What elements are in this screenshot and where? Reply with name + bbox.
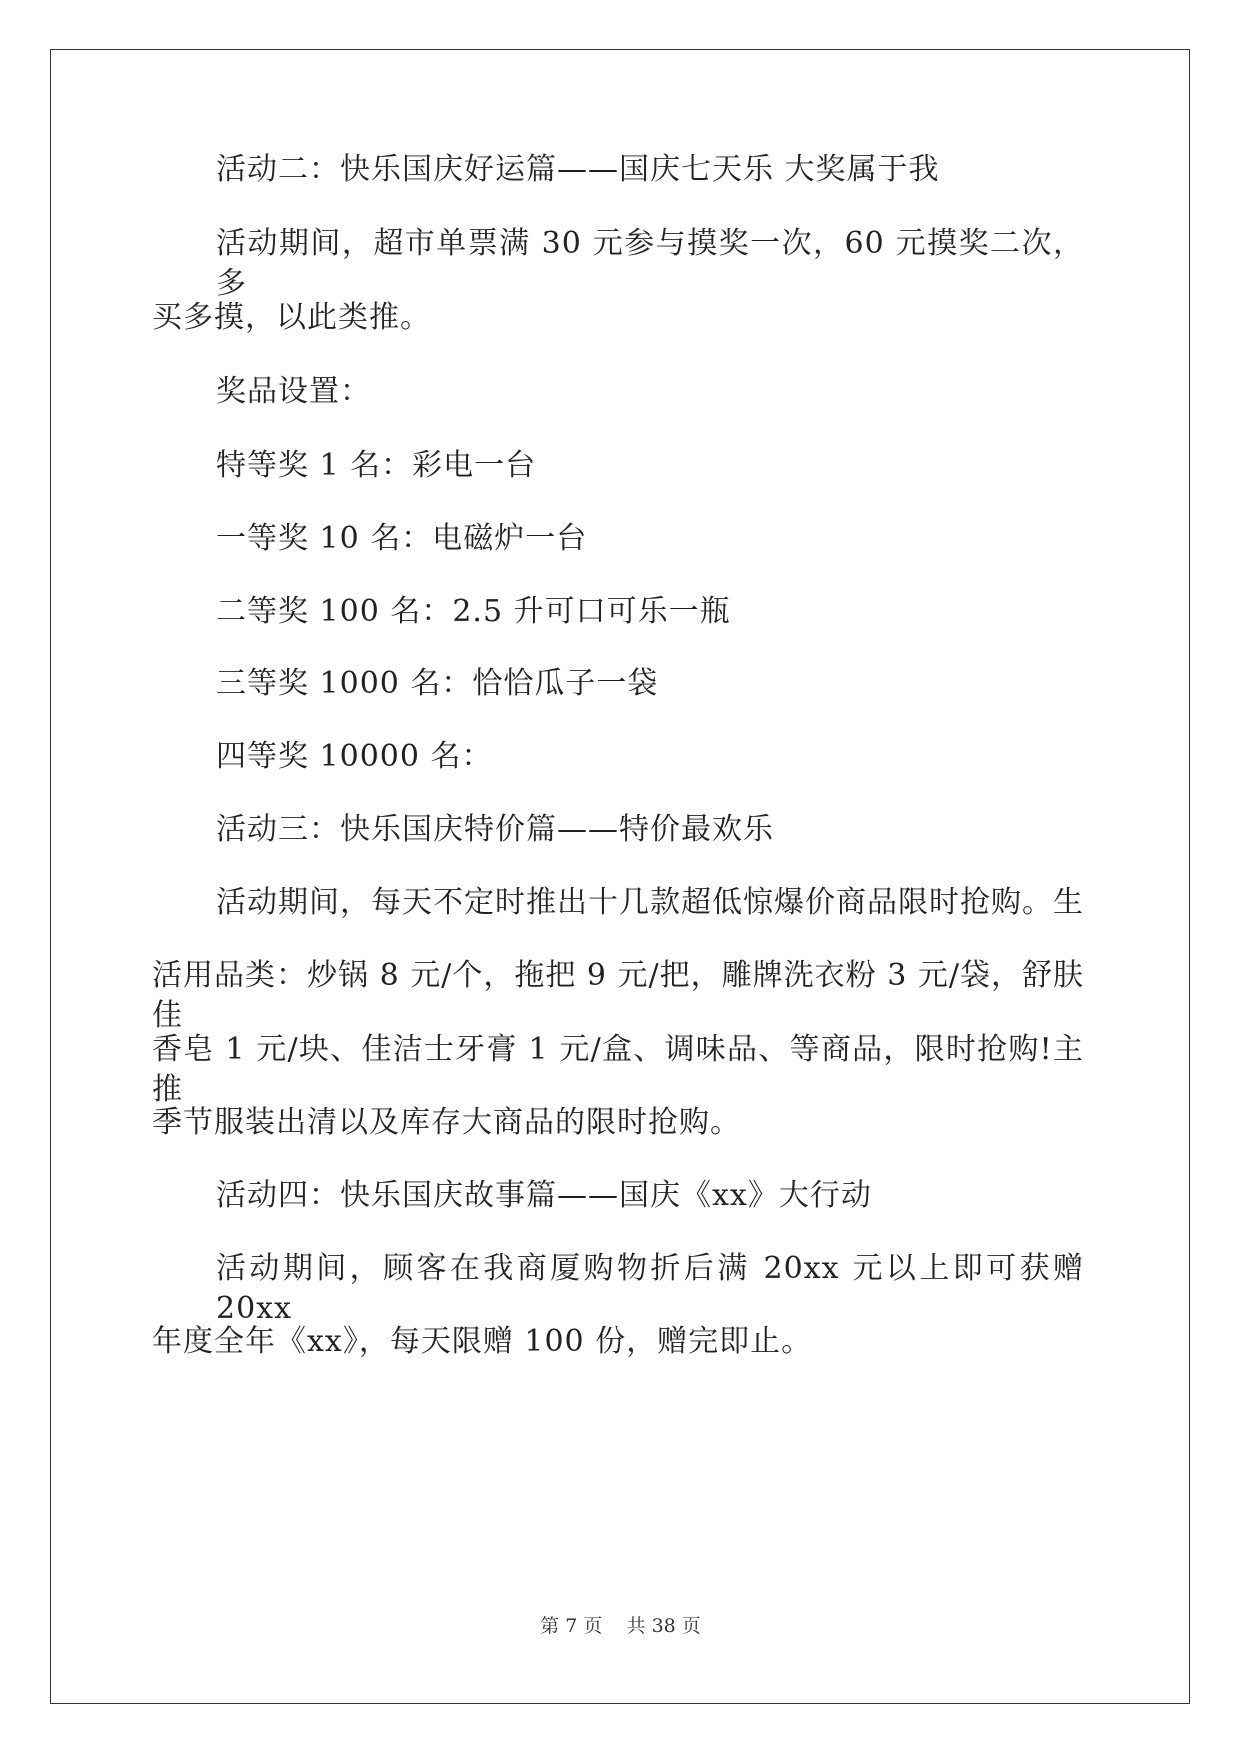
activity-2-body-line-2: 买多摸，以此类推。: [152, 300, 431, 335]
activity-3-body-line-1: 活动期间，每天不定时推出十几款超低惊爆价商品限时抢购。生: [216, 885, 1084, 920]
heading-activity-2: 活动二：快乐国庆好运篇——国庆七天乐 大奖属于我: [216, 152, 940, 187]
prize-special-item: 特等奖 1 名：彩电一台: [216, 448, 537, 483]
activity-3-body-line-4: 季节服装出清以及库存大商品的限时抢购。: [152, 1105, 741, 1140]
activity-3-body-line-2: 活用品类：炒锅 8 元/个，拖把 9 元/把，雕牌洗衣粉 3 元/袋，舒肤佳: [152, 958, 1084, 1033]
heading-activity-3: 活动三：快乐国庆特价篇——特价最欢乐: [216, 812, 774, 847]
page-number-footer: 第 7 页 共 38 页: [540, 1615, 701, 1637]
activity-3-body-line-3: 香皂 1 元/块、佳洁士牙膏 1 元/盒、调味品、等商品，限时抢购!主推: [152, 1032, 1084, 1107]
heading-activity-4: 活动四：快乐国庆故事篇——国庆《xx》大行动: [216, 1178, 872, 1213]
prize-fourth-item: 四等奖 10000 名：: [216, 739, 493, 774]
prize-first-item: 一等奖 10 名：电磁炉一台: [216, 521, 588, 556]
prize-third-item: 三等奖 1000 名：恰恰瓜子一袋: [216, 666, 659, 701]
prize-second-item: 二等奖 100 名：2.5 升可口可乐一瓶: [216, 594, 731, 629]
prize-setup-heading: 奖品设置：: [216, 374, 371, 409]
activity-4-body-line-1: 活动期间，顾客在我商厦购物折后满 20xx 元以上即可获赠 20xx: [216, 1251, 1084, 1326]
activity-2-body-line-1: 活动期间，超市单票满 30 元参与摸奖一次，60 元摸奖二次，多: [216, 226, 1084, 301]
activity-4-body-line-2: 年度全年《xx》，每天限赠 100 份，赠完即止。: [152, 1324, 813, 1359]
